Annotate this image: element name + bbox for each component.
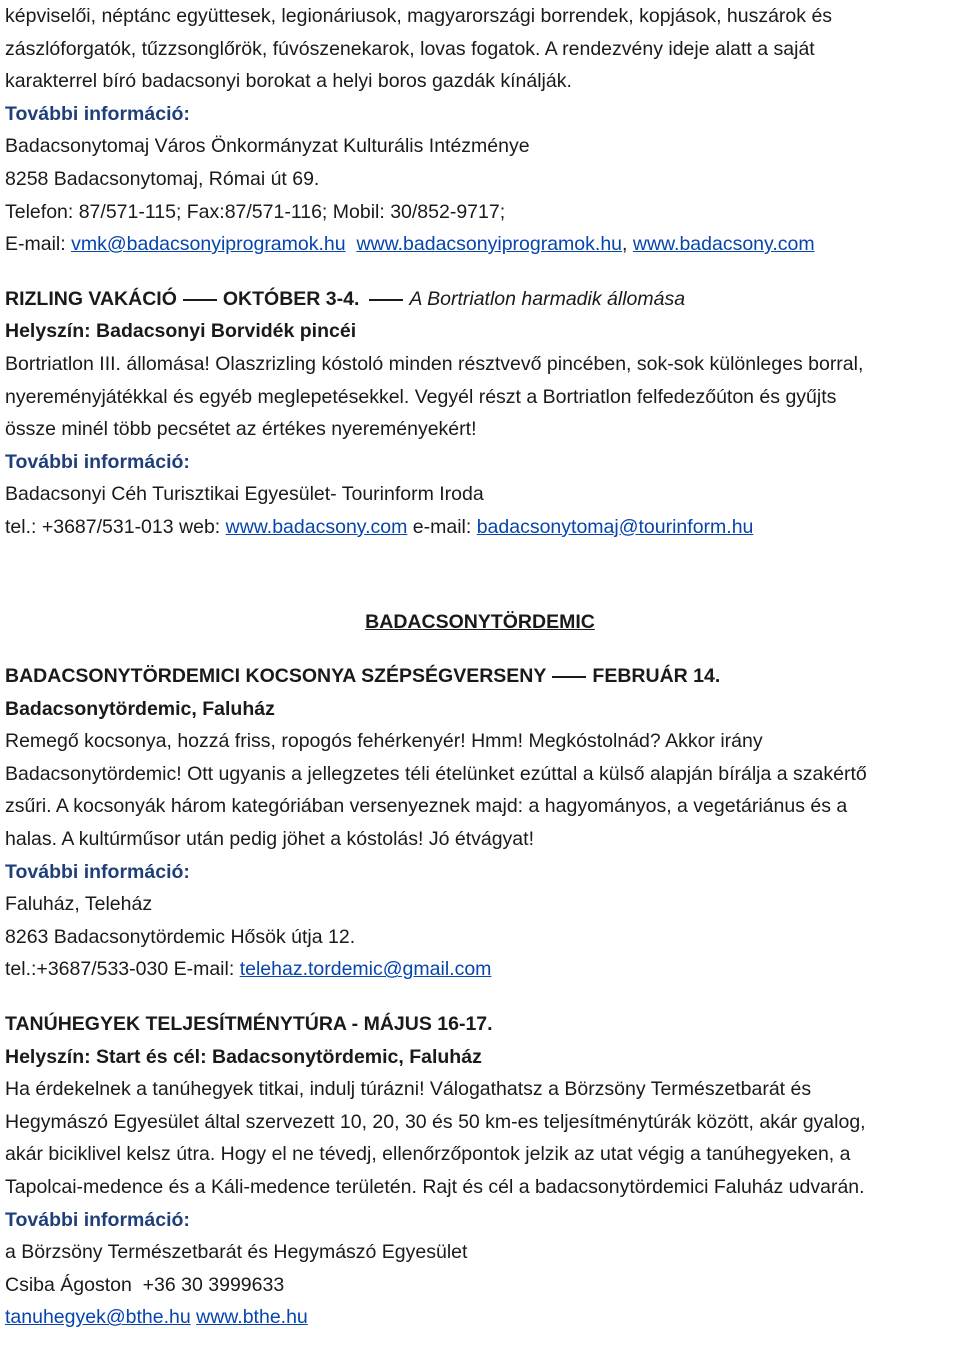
email-prefix: E-mail: [5, 233, 72, 256]
info-label: További információ: [5, 1208, 190, 1231]
email-link[interactable]: badacsonytomaj@tourinform.hu [476, 515, 754, 538]
spacer [5, 986, 955, 1008]
email-link[interactable]: vmk@badacsonyiprogramok.hu [71, 233, 346, 256]
web-link[interactable]: www.badacsony.com [225, 515, 408, 538]
paragraph-line: zsűri. A kocsonyák három kategóriában versenyeznek majd: a hagyományos, a vegetáriánus és a [5, 795, 848, 818]
event-title: BADACSONYTÖRDEMICI KOCSONYA SZÉPSÉGVERSENY [5, 665, 547, 688]
spacer [5, 544, 955, 606]
address: 8263 Badacsonytördemic Hősök útja 12. [5, 925, 356, 948]
paragraph-line: zászlóforgatók, tűzzsonglőrök, fúvószenekarok, lovas fogatok. A rendezvény ideje alatt a saját [5, 37, 815, 60]
event-venue: Helyszín: Start és cél: Badacsonytördemic, Faluház [5, 1045, 482, 1068]
event-title: RIZLING VAKÁCIÓ [5, 287, 177, 310]
event-subtitle: A Bortriatlon harmadik állomása [409, 287, 686, 310]
spacer [5, 261, 955, 283]
contact-links [5, 228, 955, 261]
event-title-line [5, 660, 955, 693]
paragraph-line: Bortriatlon III. állomása! Olaszrizling kóstoló minden résztvevő pincében, sok-sok különleges borral, [5, 352, 864, 375]
organizer: Badacsonyi Céh Turisztikai Egyesület- Tourinform Iroda [5, 483, 484, 506]
paragraph-line: össze minél több pecsétet az értékes nyereményekért! [5, 418, 477, 441]
dash-divider [552, 676, 586, 678]
event-title-line [5, 283, 955, 316]
organizer: Faluház, Teleház [5, 893, 153, 916]
contact-prefix: tel.: +3687/531-013 web: [5, 515, 226, 538]
contact-links [5, 1301, 955, 1334]
dash-divider [369, 299, 403, 301]
phone-line: Telefon: 87/571-115; Fax:87/571-116; Mobil: 30/852-9717; [5, 200, 506, 223]
paragraph-line: akár biciklivel kelsz útra. Hogy el ne tévedj, ellenőrzőpontok jelzik az utat végig a tanúhegyeken, a [5, 1143, 851, 1166]
event-date: FEBRUÁR 14. [592, 665, 721, 688]
email-link[interactable]: tanuhegyek@bthe.hu [5, 1306, 191, 1329]
paragraph-line: nyereményjátékkal és egyéb meglepetésekkel. Vegyél részt a Bortriatlon felfedezőúton és gyűjts [5, 385, 837, 408]
paragraph-line: Remegő kocsonya, hozzá friss, ropogós fehérkenyér! Hmm! Megkóstolnád? Akkor irány [5, 730, 763, 753]
organizer: Badacsonytomaj Város Önkormányzat Kulturális Intézménye [5, 135, 530, 158]
info-label: További információ: [5, 860, 190, 883]
contact-links [5, 511, 955, 544]
document-page [5, 0, 955, 1334]
paragraph-line: Badacsonytördemic! Ott ugyanis a jellegzetes téli ételünket ezúttal a külső alapján bírálja a szakértő [5, 762, 867, 785]
paragraph-line: képviselői, néptánc együttesek, legionáriusok, magyarországi borrendek, kopjások, huszárok és [5, 5, 833, 27]
dash-divider [183, 299, 217, 301]
town-heading: BADACSONYTÖRDEMIC [365, 610, 595, 633]
web-link[interactable]: www.badacsonyiprogramok.hu [356, 233, 623, 256]
web-link[interactable]: www.bthe.hu [196, 1306, 308, 1329]
paragraph-line: Hegymászó Egyesület által szervezett 10, 20, 30 és 50 km-es teljesítménytúrák között, akár gyalog, [5, 1110, 866, 1133]
spacer [5, 638, 955, 660]
contact-prefix: tel.:+3687/533-030 E-mail: [5, 958, 240, 981]
paragraph-line: karakterrel bíró badacsonyi borokat a helyi boros gazdák kínálják. [5, 70, 572, 93]
email-prefix: e-mail: [407, 515, 477, 538]
event-venue: Badacsonytördemic, Faluház [5, 697, 275, 720]
paragraph-line: halas. A kultúrműsor után pedig jöhet a kóstolás! Jó étvágyat! [5, 828, 534, 851]
separator: , [622, 233, 633, 256]
paragraph-line: Ha érdekelnek a tanúhegyek titkai, indulj túrázni! Válogathatsz a Börzsöny Természetbarát és [5, 1078, 812, 1101]
contact-links [5, 953, 955, 986]
web-link[interactable]: www.badacsony.com [632, 233, 815, 256]
event-date: OKTÓBER 3-4. [222, 287, 360, 310]
info-label: További információ: [5, 102, 190, 125]
event-title: TANÚHEGYEK TELJESÍTMÉNYTÚRA - MÁJUS 16-17. [5, 1013, 493, 1036]
address: 8258 Badacsonytomaj, Római út 69. [5, 167, 320, 190]
contact-phone: Csiba Ágoston +36 30 3999633 [5, 1273, 285, 1296]
event-venue: Helyszín: Badacsonyi Borvidék pincéi [5, 320, 357, 343]
organizer: a Börzsöny Természetbarát és Hegymászó Egyesület [5, 1241, 468, 1264]
paragraph-line: Tapolcai-medence és a Káli-medence területén. Rajt és cél a badacsonytördemici Faluház udvarán. [5, 1176, 865, 1198]
email-link[interactable]: telehaz.tordemic@gmail.com [239, 958, 492, 981]
info-label: További információ: [5, 450, 190, 473]
